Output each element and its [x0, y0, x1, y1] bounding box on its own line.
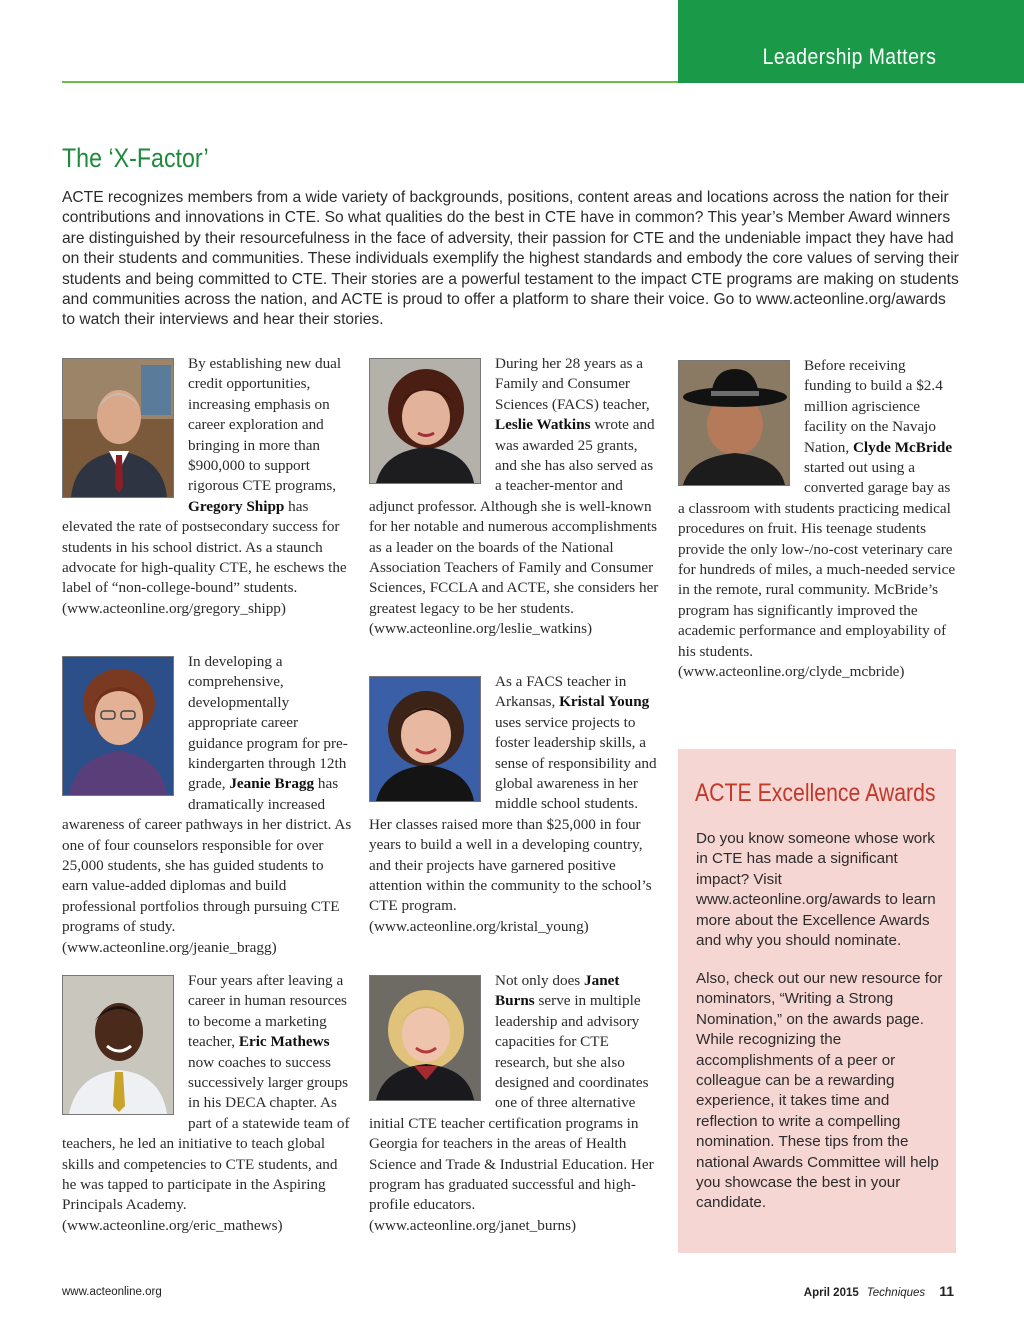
url-clyde-mcbride: (www.acteonline.org/clyde_mcbride) [678, 663, 905, 681]
article-title: The ‘X-Factor’ [62, 143, 209, 173]
profile-clyde-mcbride: Before receiving funding to build a $2.4 million agriscience facility on the Navajo Nation, Clyde McBride started out using a converted garage bay as a classroom with students practicing medical procedures on fruit. His teenage students provide the only low-/no-cost veterinary care for hundreds of miles, a much-needed service in the remote, rural community. McBride’s program has significantly improved the academic performance and employability of his students. (www.acteonline.org/clyde_mcbride) [678, 356, 956, 683]
url-leslie-watkins: (www.acteonline.org/leslie_watkins) [369, 620, 593, 638]
photo-clyde-mcbride [678, 360, 790, 486]
name-kristal-young: Kristal Young [559, 693, 650, 711]
url-eric-mathews: (www.acteonline.org/eric_mathews) [62, 1216, 283, 1234]
sidebar-title: ACTE Excellence Awards [695, 779, 936, 807]
excellence-awards-sidebar [678, 749, 956, 1253]
photo-janet-burns [369, 975, 481, 1101]
name-eric-mathews: Eric Mathews [238, 1033, 330, 1051]
name-clyde-mcbride: Clyde McBride [852, 438, 953, 456]
section-label: Leadership Matters [762, 44, 936, 69]
footer-url: www.acteonline.org [62, 1286, 162, 1298]
header-rule [62, 81, 678, 83]
url-gregory-shipp: (www.acteonline.org/gregory_shipp) [62, 599, 286, 617]
url-kristal-young: (www.acteonline.org/kristal_young) [369, 917, 589, 935]
sidebar-paragraph-1: Do you know someone whose work in CTE has made a significant impact? Visit www.acteonline.org/awards to learn more about the Excellence Awards and why you should nominate. [696, 830, 936, 950]
page-number: 11 [939, 1283, 954, 1299]
photo-eric-mathews [62, 975, 174, 1115]
profile-kristal-young: As a FACS teacher in Arkansas, Kristal Young uses service projects to foster leadership skills, a sense of responsibility and global awareness in her middle school students. Her classes raised more than $25,000 in four years to build a well in a developing country, and their projects have garnered positive attention within the community to the school’s CTE program. (www.acteonline.org/kristal_young) [369, 672, 659, 937]
sidebar-paragraph-2: Also, check out our new resource for nominators, “Writing a Strong Nomination,” on the awards page. While recognizing the accomplishments of a peer or colleague can be a rewarding experience, it takes time and reflection to write a compelling nomination. These tips from the national Awards Committee will help you showcase the best in your candidate. [696, 970, 943, 1212]
profile-janet-burns: Not only does Janet Burns serve in multiple leadership and advisory capacities for CTE research, but she also designed and coordinates one of three alternative initial CTE teacher certification programs in Georgia for teachers in the areas of Health Science and Trade & Industrial Education. Her program has graduated successful and high-profile educators. (www.acteonline.org/janet_burns) [369, 971, 659, 1236]
photo-gregory-shipp [62, 358, 174, 498]
article-intro: ACTE recognizes members from a wide variety of backgrounds, positions, content areas and locations across the nation for their contributions and innovations in CTE. So what qualities do the best in CTE have in common? This year’s Member Award winners are distinguished by their resourcefulness in the face of adversity, their passion for CTE and the undeniable impact they have had on their students and communities. These individuals exemplify the highest standards and embody the core values of serving their students and being committed to CTE. Their stories are a powerful testament to the impact CTE programs are making on students and communities across the nation, and ACTE is proud to offer a platform to share their voice. Go to www.acteonline.org/awards to watch their interviews and hear their stories. [62, 189, 959, 329]
name-gregory-shipp: Gregory Shipp [188, 497, 285, 515]
profile-eric-mathews: Four years after leaving a career in human resources to become a marketing teacher, Eric Mathews now coaches to success successively larger groups in his DECA chapter. As part of a statewide team of teachers, he led an initiative to teach global skills and competencies to CTE students, and he was tapped to participate in the Aspiring Principals Academy. (www.acteonline.org/eric_mathews) [62, 971, 352, 1236]
footer-issue-info [804, 1283, 954, 1299]
url-jeanie-bragg: (www.acteonline.org/jeanie_bragg) [62, 938, 277, 956]
name-janet-burns: Janet Burns [495, 972, 620, 1010]
name-jeanie-bragg: Jeanie Bragg [229, 775, 315, 793]
name-leslie-watkins: Leslie Watkins [495, 416, 591, 434]
footer-issue: April 2015 [803, 1287, 859, 1299]
section-tab [678, 0, 1024, 83]
url-janet-burns: (www.acteonline.org/janet_burns) [369, 1216, 577, 1234]
photo-jeanie-bragg [62, 656, 174, 796]
profile-gregory-shipp: By establishing new dual credit opportunities, increasing emphasis on career exploration and bringing in more than $900,000 to support rigorous CTE programs, Gregory Shipp has elevated the rate of postsecondary success for students in his school district. As a staunch advocate for high-quality CTE, he eschews the label of “non-college-bound” students. (www.acteonline.org/gregory_shipp) [62, 354, 352, 619]
profile-jeanie-bragg: In developing a comprehensive, developmentally appropriate career guidance program for pre-kindergarten through 12th grade, Jeanie Bragg has dramatically increased awareness of career pathways in her district. As one of four counselors responsible for over 25,000 students, she has guided students to earn value-added diplomas and build professional portfolios through pursuing CTE programs of study. (www.acteonline.org/jeanie_bragg) [62, 652, 352, 958]
footer-magazine: Techniques [866, 1287, 926, 1299]
photo-kristal-young [369, 676, 481, 802]
profile-leslie-watkins: During her 28 years as a Family and Consumer Sciences (FACS) teacher, Leslie Watkins wrote and was awarded 25 grants, and she has also served as a teacher-mentor and adjunct professor. Although she is well-known for her notable and numerous accomplishments as a leader on the boards of the National Association Teachers of Family and Consumer Sciences, FCCLA and ACTE, she considers her greatest legacy to be her students. (www.acteonline.org/leslie_watkins) [369, 354, 659, 640]
photo-leslie-watkins [369, 358, 481, 484]
